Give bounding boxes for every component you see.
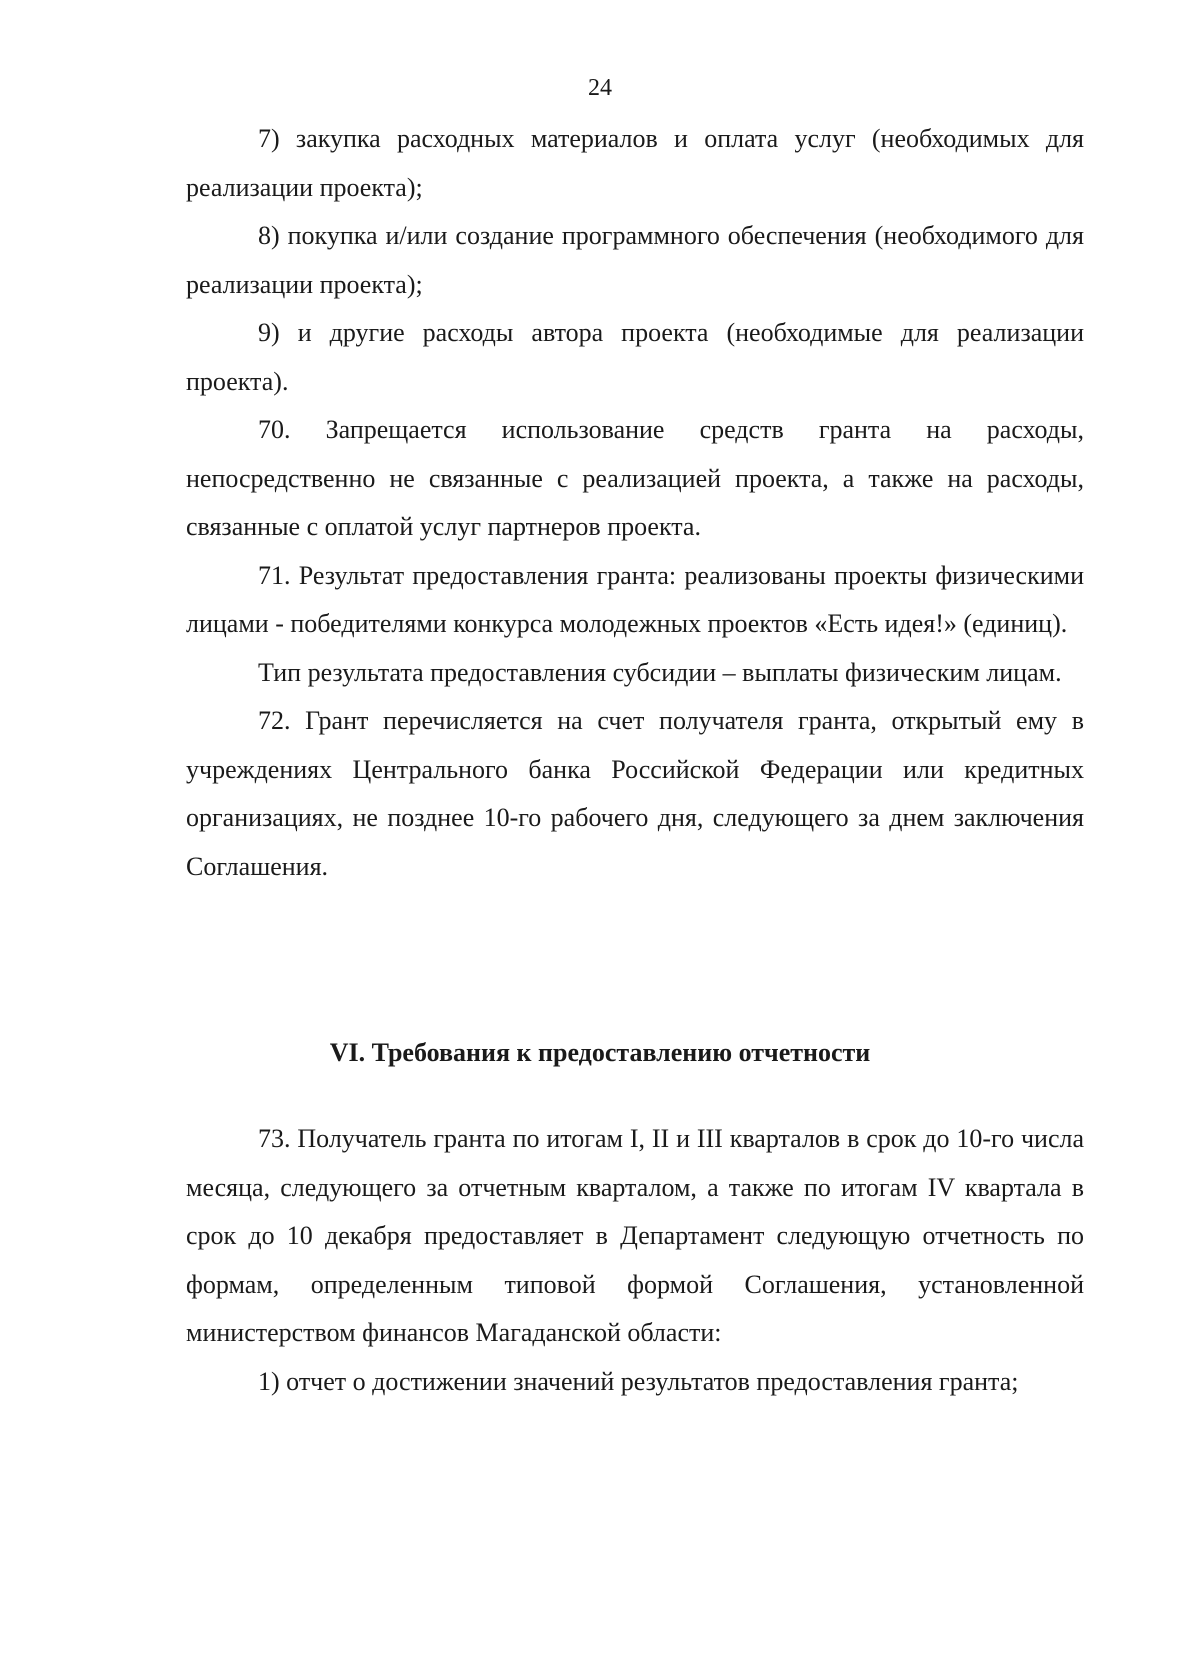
paragraph-71: 71. Результат предоставления гранта: реализованы проекты физическими лицами - победителями конкурса молодежных проектов «Есть идея!» (единиц). [186,560,1084,638]
paragraph-item-9: 9) и другие расходы автора проекта (необходимые для реализации проекта). [186,318,1084,396]
paragraph-result-type: Тип результата предоставления субсидии – выплаты физическим лицам. [258,657,1062,687]
paragraph-item-7: 7) закупка расходных материалов и оплата услуг (необходимых для реализации проекта); [186,124,1084,202]
paragraph-72: 72. Грант перечисляется на счет получателя гранта, открытый ему в учреждениях Центрального банка Российской Федерации или кредитных организациях, не позднее 10-го рабочего дня, следующего за днем заключения Соглашения. [186,706,1084,881]
paragraph-item-8: 8) покупка и/или создание программного обеспечения (необходимого для реализации проекта); [186,221,1084,299]
section-body-1 [186,115,1084,891]
section-heading: VI. Требования к предоставлению отчетности [329,1038,871,1067]
section-body-2 [186,1115,1084,1406]
paragraph-report-item-1: 1) отчет о достижении значений результатов предоставления гранта; [258,1366,1019,1396]
paragraph-73: 73. Получатель гранта по итогам I, II и III кварталов в срок до 10-го числа месяца, следующего за отчетным кварталом, а также по итогам IV квартала в срок до 10 декабря предоставляет в Департамент следующую отчетность по формам, определенным типовой формой Соглашения, установленной министерством финансов Магаданской области: [186,1124,1084,1347]
paragraph-70: 70. Запрещается использование средств гранта на расходы, непосредственно не связанные с реализацией проекта, а также на расходы, связанные с оплатой услуг партнеров проекта. [186,415,1084,541]
page-number: 24 [588,75,612,101]
